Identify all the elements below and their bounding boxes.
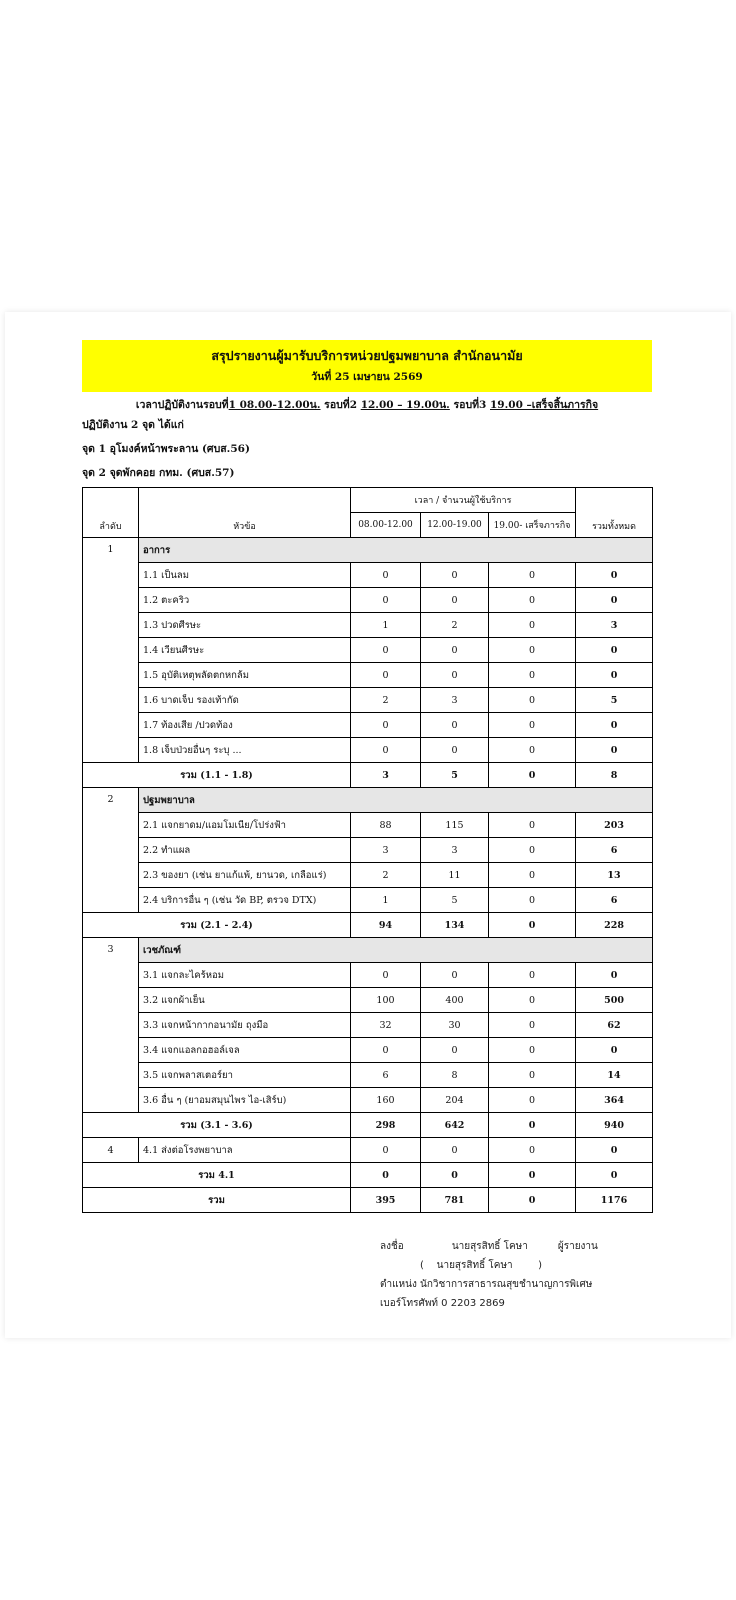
cell-total: 62 xyxy=(576,1013,653,1038)
cell-t3: 0 xyxy=(489,638,576,663)
sum-t3: 0 xyxy=(489,1113,576,1138)
signature-line xyxy=(380,1237,598,1256)
cell-t2: 0 xyxy=(421,1038,489,1063)
cell-t3: 0 xyxy=(489,563,576,588)
cell-t3: 0 xyxy=(489,738,576,763)
table-row xyxy=(83,1088,653,1113)
cell-t2: 0 xyxy=(421,563,489,588)
cell-t2: 0 xyxy=(421,663,489,688)
sum-total: 940 xyxy=(576,1113,653,1138)
sum-t3: 0 xyxy=(489,1163,576,1188)
sum-label: รวม (1.1 - 1.8) xyxy=(83,763,351,788)
grand-t3: 0 xyxy=(489,1188,576,1213)
cell-t3: 0 xyxy=(489,1038,576,1063)
section-2-sum-row xyxy=(83,913,653,938)
cell-t3: 0 xyxy=(489,1063,576,1088)
header-time-3: 19.00- เสร็จภารกิจ xyxy=(489,513,576,538)
row-label: 2.4 บริการอื่น ๆ (เช่น วัด BP, ตรวจ DTX) xyxy=(139,888,351,913)
table-row xyxy=(83,988,653,1013)
table-row xyxy=(83,663,653,688)
row-label: 3.3 แจกหน้ากากอนามัย ถุงมือ xyxy=(139,1013,351,1038)
cell-total: 0 xyxy=(576,638,653,663)
row-label: 3.5 แจกพลาสเตอร์ยา xyxy=(139,1063,351,1088)
sign-label: ลงชื่อ xyxy=(380,1241,404,1252)
cell-total: 0 xyxy=(576,588,653,613)
table-row xyxy=(83,1013,653,1038)
cell-t2: 0 xyxy=(421,1138,489,1163)
table-row xyxy=(83,1038,653,1063)
sum-t2: 134 xyxy=(421,913,489,938)
cell-t2: 204 xyxy=(421,1088,489,1113)
info-location-2: จุด 2 จุดพักคอย กทม. (ศบส.57) xyxy=(82,467,235,479)
table-row xyxy=(83,813,653,838)
cell-t2: 0 xyxy=(421,713,489,738)
info-location-1: จุด 1 อุโมงค์หน้าพระลาน (ศบส.56) xyxy=(82,443,250,455)
section-1-no: 1 xyxy=(83,538,139,763)
cell-t3: 0 xyxy=(489,613,576,638)
row-label: 1.7 ท้องเสีย /ปวดท้อง xyxy=(139,713,351,738)
sum-total: 8 xyxy=(576,763,653,788)
row-label: 1.1 เป็นลม xyxy=(139,563,351,588)
cell-total: 0 xyxy=(576,563,653,588)
service-summary-table xyxy=(82,487,653,1213)
cell-t1: 3 xyxy=(351,838,421,863)
cell-t2: 400 xyxy=(421,988,489,1013)
cell-t1: 2 xyxy=(351,863,421,888)
table-row xyxy=(83,588,653,613)
round3-time: 19.00 –เสร็จสิ้นภารกิจ xyxy=(490,399,599,411)
cell-t1: 0 xyxy=(351,963,421,988)
sum-label: รวม (2.1 - 2.4) xyxy=(83,913,351,938)
cell-t2: 3 xyxy=(421,838,489,863)
cell-t2: 0 xyxy=(421,963,489,988)
sum-t3: 0 xyxy=(489,913,576,938)
report-title: สรุปรายงานผู้มารับบริการหน่วยปฐมพยาบาล สำนักอนามัย xyxy=(211,348,523,363)
report-content xyxy=(82,340,652,1309)
cell-t1: 6 xyxy=(351,1063,421,1088)
cell-t3: 0 xyxy=(489,1088,576,1113)
cell-t2: 0 xyxy=(421,738,489,763)
cell-t2: 0 xyxy=(421,638,489,663)
cell-total: 0 xyxy=(576,1038,653,1063)
sum-t1: 298 xyxy=(351,1113,421,1138)
cell-t1: 32 xyxy=(351,1013,421,1038)
grand-total-row xyxy=(83,1188,653,1213)
cell-total: 0 xyxy=(576,663,653,688)
cell-t2: 8 xyxy=(421,1063,489,1088)
row-label: 1.2 ตะคริว xyxy=(139,588,351,613)
document-page xyxy=(5,312,731,1338)
sum-t1: 0 xyxy=(351,1163,421,1188)
cell-total: 0 xyxy=(576,713,653,738)
cell-t2: 30 xyxy=(421,1013,489,1038)
table-row xyxy=(83,1138,653,1163)
cell-t1: 88 xyxy=(351,813,421,838)
section-1-title: อาการ xyxy=(139,538,653,563)
row-label: 1.5 อุบัติเหตุพลัดตกหกล้ม xyxy=(139,663,351,688)
sum-total: 228 xyxy=(576,913,653,938)
round2-time: 12.00 – 19.00น. xyxy=(360,399,450,411)
cell-t2: 3 xyxy=(421,688,489,713)
header-topic: หัวข้อ xyxy=(139,488,351,538)
cell-total: 14 xyxy=(576,1063,653,1088)
table-row xyxy=(83,613,653,638)
paren-open: ( xyxy=(420,1260,424,1271)
grand-total-label: รวม xyxy=(83,1188,351,1213)
cell-total: 0 xyxy=(576,1138,653,1163)
row-label: 3.6 อื่น ๆ (ยาอมสมุนไพร ไอ-เสิร์บ) xyxy=(139,1088,351,1113)
cell-total: 3 xyxy=(576,613,653,638)
cell-t2: 0 xyxy=(421,588,489,613)
cell-t2: 11 xyxy=(421,863,489,888)
row-label: 2.1 แจกยาดม/แอมโมเนีย/โปร่งฟ้า xyxy=(139,813,351,838)
cell-t1: 0 xyxy=(351,1038,421,1063)
section-4-no: 4 xyxy=(83,1138,139,1163)
section-3-header xyxy=(83,938,653,963)
sum-t2: 642 xyxy=(421,1113,489,1138)
round1-time: 1 08.00-12.00น. xyxy=(228,399,321,411)
cell-t1: 0 xyxy=(351,663,421,688)
table-row xyxy=(83,688,653,713)
cell-t3: 0 xyxy=(489,863,576,888)
cell-t2: 115 xyxy=(421,813,489,838)
sum-t1: 3 xyxy=(351,763,421,788)
cell-t1: 100 xyxy=(351,988,421,1013)
row-label: 4.1 ส่งต่อโรงพยาบาล xyxy=(139,1138,351,1163)
signer-name: นายสุรสิทธิ์ โคษา xyxy=(451,1241,528,1252)
grand-t2: 781 xyxy=(421,1188,489,1213)
section-2-header xyxy=(83,788,653,813)
cell-t1: 0 xyxy=(351,588,421,613)
title-banner xyxy=(82,340,652,392)
header-no: ลำดับ xyxy=(83,488,139,538)
sum-total: 0 xyxy=(576,1163,653,1188)
cell-total: 364 xyxy=(576,1088,653,1113)
cell-total: 0 xyxy=(576,963,653,988)
cell-t1: 0 xyxy=(351,563,421,588)
row-label: 1.4 เวียนศีรษะ xyxy=(139,638,351,663)
cell-t3: 0 xyxy=(489,963,576,988)
cell-t1: 160 xyxy=(351,1088,421,1113)
row-label: 3.1 แจกละไคร้หอม xyxy=(139,963,351,988)
timeline-sep2: รอบที่3 xyxy=(449,399,490,411)
table-row xyxy=(83,638,653,663)
table-row xyxy=(83,713,653,738)
cell-t1: 1 xyxy=(351,888,421,913)
shift-timeline xyxy=(82,398,652,413)
table-header-row xyxy=(83,488,653,513)
row-label: 2.3 ของยา (เช่น ยาแก้แพ้, ยานวด, เกลือแร่) xyxy=(139,863,351,888)
row-label: 1.3 ปวดศีรษะ xyxy=(139,613,351,638)
section-3-title: เวชภัณฑ์ xyxy=(139,938,653,963)
cell-t3: 0 xyxy=(489,688,576,713)
cell-t3: 0 xyxy=(489,588,576,613)
cell-t1: 0 xyxy=(351,1138,421,1163)
cell-t1: 2 xyxy=(351,688,421,713)
section-4-sum-row xyxy=(83,1163,653,1188)
sum-label: รวม 4.1 xyxy=(83,1163,351,1188)
cell-t3: 0 xyxy=(489,838,576,863)
timeline-sep1: รอบที่2 xyxy=(320,399,361,411)
table-row xyxy=(83,863,653,888)
table-row xyxy=(83,1063,653,1088)
cell-t2: 2 xyxy=(421,613,489,638)
row-label: 1.8 เจ็บป่วยอื่นๆ ระบุ ... xyxy=(139,738,351,763)
cell-t1: 0 xyxy=(351,738,421,763)
signer-phone: เบอร์โทรศัพท์ 0 2203 2869 xyxy=(380,1298,505,1309)
report-date: วันที่ 25 เมษายน 2569 xyxy=(311,371,423,383)
signer-position: ตำแหน่ง นักวิชาการสาธารณสุขชำนาญการพิเศษ xyxy=(380,1279,593,1290)
cell-total: 5 xyxy=(576,688,653,713)
cell-t3: 0 xyxy=(489,1138,576,1163)
cell-total: 6 xyxy=(576,888,653,913)
grand-total: 1176 xyxy=(576,1188,653,1213)
info-locations-intro: ปฏิบัติงาน 2 จุด ได้แก่ xyxy=(82,419,184,431)
cell-total: 500 xyxy=(576,988,653,1013)
table-row xyxy=(83,838,653,863)
section-2-title: ปฐมพยาบาล xyxy=(139,788,653,813)
cell-t2: 5 xyxy=(421,888,489,913)
table-row xyxy=(83,738,653,763)
header-total: รวมทั้งหมด xyxy=(576,488,653,538)
table-row xyxy=(83,888,653,913)
signature-paren-line xyxy=(380,1256,598,1275)
row-label: 1.6 บาดเจ็บ รองเท้ากัด xyxy=(139,688,351,713)
sum-t3: 0 xyxy=(489,763,576,788)
row-label: 3.2 แจกผ้าเย็น xyxy=(139,988,351,1013)
section-3-sum-row xyxy=(83,1113,653,1138)
signature-block xyxy=(380,1237,598,1313)
header-time-group: เวลา / จำนวนผู้ใช้บริการ xyxy=(351,488,576,513)
section-1-header xyxy=(83,538,653,563)
signer-role: ผู้รายงาน xyxy=(557,1241,598,1252)
timeline-prefix: เวลาปฏิบัติงานรอบที่ xyxy=(135,399,229,411)
sum-t1: 94 xyxy=(351,913,421,938)
cell-t1: 0 xyxy=(351,638,421,663)
cell-t3: 0 xyxy=(489,713,576,738)
cell-t3: 0 xyxy=(489,988,576,1013)
cell-t3: 0 xyxy=(489,813,576,838)
cell-total: 13 xyxy=(576,863,653,888)
row-label: 3.4 แจกแอลกอฮอล์เจล xyxy=(139,1038,351,1063)
cell-t3: 0 xyxy=(489,1013,576,1038)
cell-t1: 1 xyxy=(351,613,421,638)
header-time-1: 08.00-12.00 xyxy=(351,513,421,538)
section-1-sum-row xyxy=(83,763,653,788)
row-label: 2.2 ทำแผล xyxy=(139,838,351,863)
grand-t1: 395 xyxy=(351,1188,421,1213)
paren-close: ) xyxy=(538,1260,542,1271)
sum-t2: 5 xyxy=(421,763,489,788)
cell-total: 203 xyxy=(576,813,653,838)
cell-t1: 0 xyxy=(351,713,421,738)
cell-t3: 0 xyxy=(489,888,576,913)
signer-name-printed: นายสุรสิทธิ์ โคษา xyxy=(436,1260,513,1271)
section-3-no: 3 xyxy=(83,938,139,1113)
cell-total: 6 xyxy=(576,838,653,863)
cell-total: 0 xyxy=(576,738,653,763)
header-time-2: 12.00-19.00 xyxy=(421,513,489,538)
table-row xyxy=(83,563,653,588)
sum-t2: 0 xyxy=(421,1163,489,1188)
sum-label: รวม (3.1 - 3.6) xyxy=(83,1113,351,1138)
section-2-no: 2 xyxy=(83,788,139,913)
table-row xyxy=(83,963,653,988)
cell-t3: 0 xyxy=(489,663,576,688)
